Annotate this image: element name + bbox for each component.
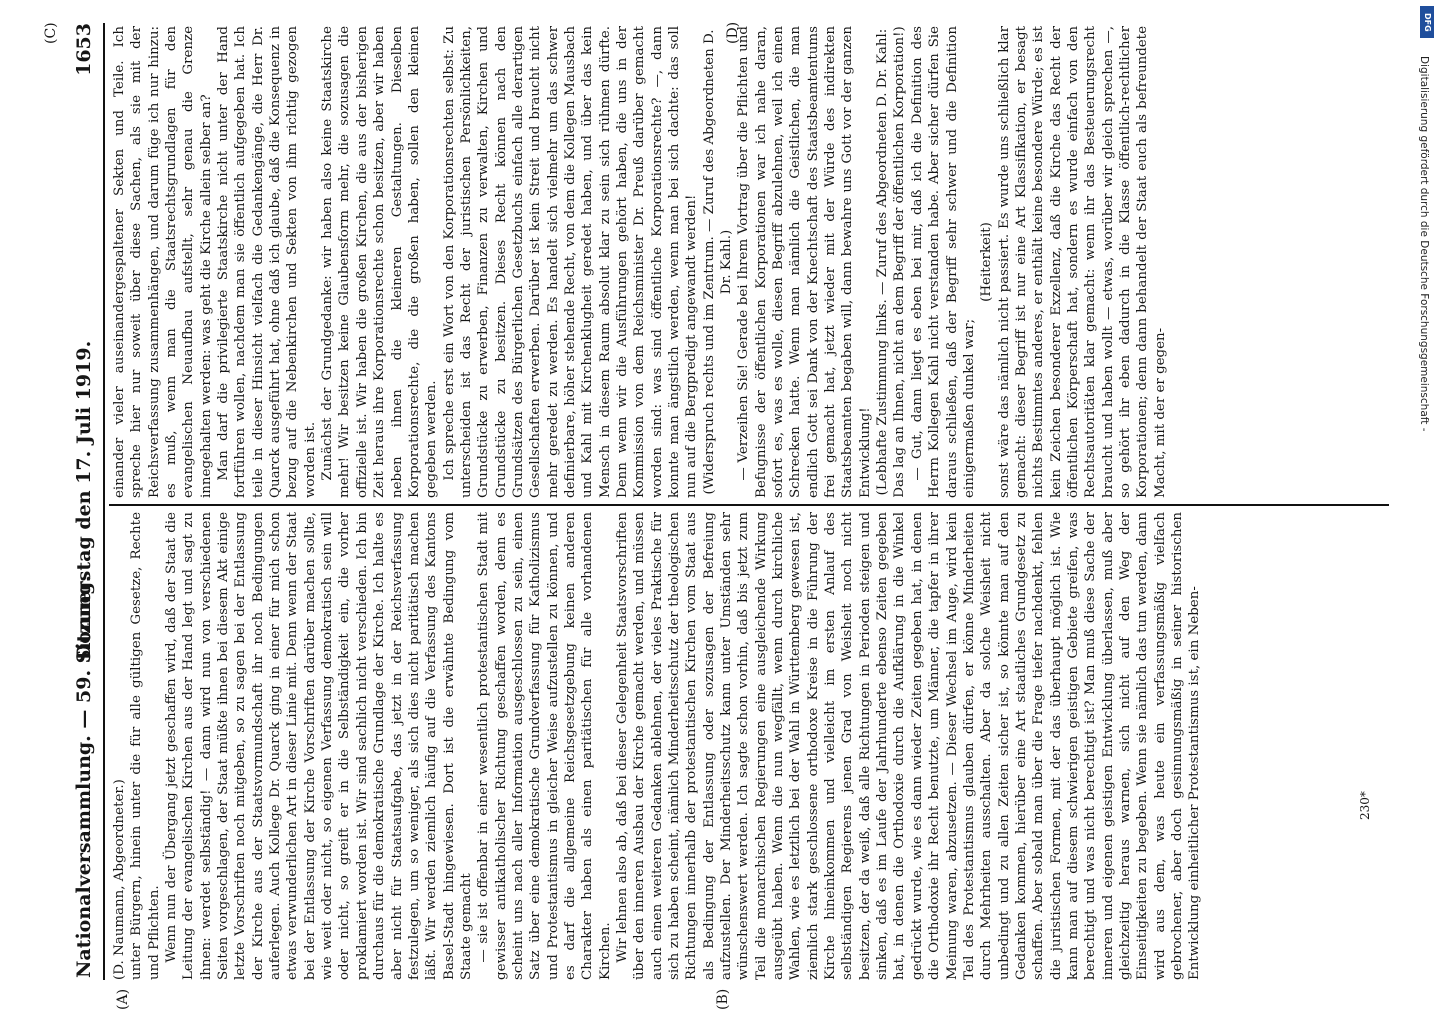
paragraph: — Verzeihen Sie! Gerade bei Ihrem Vortrag über die Pflichten und Befugnisse der öffentlichen Korporationen war ich nahe daran, sofort es, was es wolle, diesen Begriff abzulehnen, weil ich einen Schrecken hatte. Wenn man nämlich die Geistlichen, die man endlich Gott sei Dank von der Knechtschaft des Staatsbeamtentums frei gemacht hat, jetzt wieder mit der Würde des indirekten Staatsbeamten begaben will, dann bewahre uns Gott vor der ganzen Entwicklung! [736,26,873,498]
paragraph: Wir lehnen also ab, daß bei dieser Gelegenheit Staatsvorschriften über den inneren Ausbau der Kirche gemacht werden, und müssen auch einen weiteren Gedanken ablehnen, der vieles Praktische für sich zu haben scheint, nämlich Minderheitsschutz der theologischen Richtungen innerhalb der protestantischen Kirchen vom Staat aus als Bedingung der Entlassung oder sozusagen der Befreiung aufzustellen. Der Minderheitsschutz kann unter Umständen sehr wünschenswert werden. Ich sagte schon vorhin, daß bis jetzt zum Teil die monarchischen Regierungen eine ausgleichende Wirkung ausgeübt haben. Wenn die nun wegfällt, wenn durch kirchliche Wahlen, wie es letztlich bei der Wahl in Württemberg gewesen ist, ziemlich stark geschlossene orthodoxe Kreise in die Führung der Kirche hineinkommen und vielleicht im ersten Anlauf des selbständigen Regierens jenen Grad von Weisheit noch nicht besitzen, der da weiß, daß alle Richtungen in Perioden steigen und sinken, daß es im Laufe der Jahrhunderte ebenso Zeiten gegeben hat, in denen die Orthodoxie durch die Aufklärung in die Winkel gedrückt wurde, wie es dann wieder Zeiten gegeben hat, in denen die Orthodoxie ihr Recht benutzte, um Männer, die tapfer in ihrer Meinung waren, abzusetzen. — Dieser Wechsel im Auge, wird kein Teil des Protestantismus glauben dürfen, er könne Minderheiten durch Mehrheiten ausschalten. Aber da solche Weisheit nicht unbedingt und zu allen Zeiten sicher ist, so könnte man auf den Gedanken kommen, hierüber eine Art staatliches Grundgesetz zu schaffen. Aber sobald man über die Frage tiefer nachdenkt, fehlen die juristischen Formen, mit der das überhaupt möglich ist. Wie kann man auf diesem schwierigen geistigen Gebiete greifen, was berechtigt und was nicht berechtigt ist? Man muß diese Sache der inneren und eigenen geistigen Entwicklung überlassen, muß aber gleichzeitig heraus warnen, sich nicht auf den Weg der Einseitigkeiten zu begeben. Wenn sie nämlich das tun werden, dann wird aus dem, was heute ein verfassungsmäßig vielfach gebrochener, aber doch gesinnungsmäßig in seiner historischen Entwicklung einheitlicher Protestantismus ist, ein Neben- [614,512,1203,980]
column-divider [109,504,1389,506]
paragraph: (Widerspruch rechts und im Zentrum. — Zuruf des Abgeordneten D. Dr. Kahl.) [701,29,735,495]
paragraph: Zunächst der Grundgedanke: wir haben also keine Staatskirche mehr! Wir besitzen keine Glaubensform mehr, die sozusagen die offizielle ist. Wir haben die großen Kirchen, die aus der bisherigen Zeit heraus ihre Korporationsrechte schon besitzen, aber wir haben neben ihnen die kleineren Gestaltungen. Dieselben Korporationsrechte, die die großen haben, sollen den kleinen gegeben werden. [320,26,440,498]
paragraph: Man darf die privilegierte Staatskirche nicht unter der Hand fortführen wollen, nachdem man sie öffentlich aufgegeben hat. Ich teile in dieser Hinsicht vielfach die Gedankengänge, die Herr Dr. Quarck ausgeführt hat, ohne daß ich glaube, daß die Konsequenz in bezug auf die Nebenkirchen und Sekten von ihm richtig gezogen worden ist. [216,26,318,498]
paragraph: unter Bürgern, hinein unter die für alle gültigen Gesetze, Rechte und Pflichten. [129,512,162,980]
running-header [73,23,103,978]
header-left: Nationalversammlung. — 59. Sitzung. [73,575,95,978]
paragraph: (D. Naumann, Abgeordneter.) [112,779,127,980]
paragraph: — Gut, dann liegt es eben bei mir, daß ich die Definition des Herrn Kollegen Kahl nicht verstanden habe. Aber sicher dürfen Sie daraus schließen, daß der Begriff sehr schwer und die Definition einigermaßen dunkel war; [909,26,977,498]
page-number: 1653 [73,23,95,76]
paragraph: — sie ist offenbar in einer wesentlich protestantischen Stadt mit gewisser antikatholischer Richtung geschaffen worden, denn es scheint uns nach aller Information ausgeschlossen zu sein, einen Satz über eine demokratische Grundverfassung für Katholizismus und Protestantismus in gleicher Weise aufzustellen zu können, und es darf die allgemeine Reichsgesetzgebung keinen anderen Charakter haben als einen paritätischen für alle vorhandenen Kirchen. [476,512,613,980]
header-rule [103,23,105,980]
dfg-logo: DFG [1420,6,1434,38]
paragraph: sonst wäre das nämlich nicht passiert. Es wurde uns schließlich klar gemacht: dieser Begriff ist nur eine Art Klassifikation, er besagt nichts Bestimmtes anderes, er enthält keine besondere Würde; es ist kein Zeichen besonderer Exzellenz, daß die Kirche das Recht der öffentlichen Körperschaft hat, sondern es wurde einfach von den Rechtsautoritäten klar gemacht: wenn ihr das Besteuerungsrecht braucht und haben wollt — etwas, worüber wir gleich sprechen —, so gehört ihr eben dadurch in die Klasse öffentlich-rechtlicher Korporationen; denn dann behandelt der Staat euch als befreundete Macht, mit der er gegen- [996,26,1168,498]
margin-mark-c: (C) [43,22,59,44]
header-center: Donnerstag den 17. Juli 1919. [73,340,95,661]
sheet-number: 230* [1358,791,1372,820]
paragraph: (Heiterkeit) [979,222,995,302]
left-column [111,512,1389,980]
paragraph: Wenn nun der Übergang jetzt geschaffen wird, daß der Staat die Leitung der evangelischen Kirchen aus der Hand legt und sagt zu ihnen: werdet selbständig! — dann wird nun von verschiedenen Seiten vorgeschlagen, der Staat müßte ihnen bei diesem Akt einige letzte Vorschriften noch mitgeben, so zu sagen bei der Entlassung der Kirche aus der Staatsvormundschaft ihr noch Bedingungen auferlegen. Auch Kollege Dr. Quarck ging in einer für mich schon etwas verwunderlichen Art in dieser Linie mit. Denn wenn der Staat bei der Entlassung der Kirche Vorschriften darüber machen sollte, wie weit oder nicht, so eigenen Verfassung demokratisch sein will oder nicht, so greift er in die Selbständigkeit ein, die vorher proklamiert worden ist. Wir sind sachlich nicht verschieden. Ich bin durchaus für die demokratische Grundlage der Kirche. Ich halte es aber nicht für Staatsaufgabe, das jetzt in der Reichsverfassung festzulegen, um so weniger, als sich dies nicht paritätisch machen läßt. Wir werden ziemlich häufig auf die Verfassung des Kantons Basel-Stadt hingewiesen. Dort ist die erwähnte Bedingung vom Staate gemacht [164,512,474,980]
margin-mark-b: (B) [715,988,731,1010]
margin-mark-a: (A) [115,988,131,1010]
paragraph: einander vieler auseinandergespaltener Sekten und Teile. Ich spreche hier nur soweit über diese Sachen, als sie mit der Reichsverfassung zusammenhängen, und darum füge ich nur hinzu: es muß, wenn man die Staatsrechtsgrundlagen für den evangelischen Neuaufbau aufstellt, sehr genau die Grenze innegehalten werden: was geht die Kirche allein selber an? [112,26,214,498]
margin-mark-d: (D) [725,21,741,44]
paragraph: Ich spreche erst ein Wort von den Korporationsrechten selbst: Zu unterscheiden ist das Recht der juristischen Persönlichkeiten, Grundstücke zu erwerben, Finanzen zu verwalten, Kirchen und Grundstücke zu besitzen. Dieses Recht können nach den Grundsätzen des Bürgerlichen Gesetzbuchs einfach alle derartigen Gesellschaften erwerben. Darüber ist kein Streit und braucht nicht mehr geredet zu werden. Es handelt sich vielmehr um das schwer definierbare, höher stehende Recht, von dem die Kollegen Mausbach und Kahl mit Kirchenklugheit geredet haben, und über das kein Mensch in diesem Raum absolut klar zu sein sich rühmen dürfte. Denn wenn wir die Ausführungen gehört haben, die uns in der Kommission von dem Reichsminister Dr. Preuß darüber gemacht worden sind: was sind öffentliche Korporationsrechte? —, dann konnte man ängstlich werden, wenn man bei sich dachte: das soll nun auf die Bergpredigt angewandt werden! [441,26,700,498]
digitization-sidebar [1396,6,1432,996]
digitization-notice: Digitalisierung gefördert durch die Deutsche Forschungsgemeinschaft - [1418,56,1430,432]
paragraph: (Lebhafte Zustimmung links. — Zuruf des Abgeordneten D. Dr. Kahl: Das lag an Ihnen, nicht an dem Begriff der öffentlichen Korporation!) [875,26,908,498]
rotated-page [43,21,1395,1010]
right-column [111,26,1389,498]
